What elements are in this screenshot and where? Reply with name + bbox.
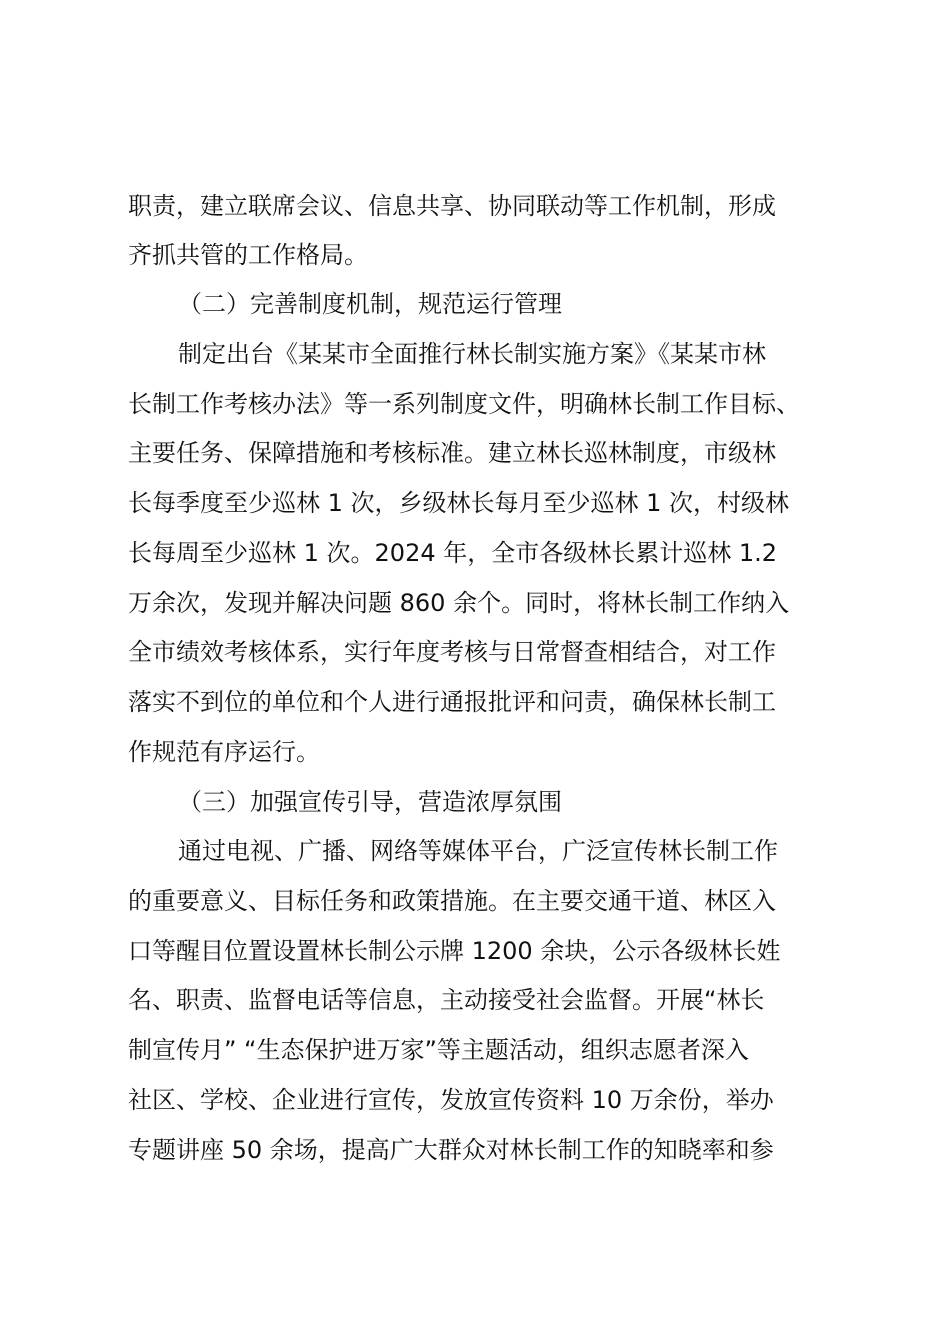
text-line: 齐抓共管的工作格局。	[128, 241, 368, 269]
text-line: 职责，建立联席会议、信息共享、协同联动等工作机制，形成	[128, 192, 776, 220]
text-line: 全市绩效考核体系，实行年度考核与日常督查相结合，对工作	[128, 638, 776, 666]
text-line: 制定出台《某某市全面推行林长制实施方案》《某某市林	[178, 340, 766, 368]
text-line: 通过电视、广播、网络等媒体平台，广泛宣传林长制工作	[178, 837, 778, 865]
text-line: 作规范有序运行。	[128, 738, 320, 766]
text-line: 长每周至少巡林 1 次。2024 年，全市各级林长累计巡林 1.2	[128, 539, 778, 567]
text-line: 社区、学校、企业进行宣传，发放宣传资料 10 万余份，举办	[128, 1086, 774, 1114]
section-heading: （三）加强宣传引导，营造浓厚氛围	[178, 788, 562, 816]
text-line: 落实不到位的单位和个人进行通报批评和问责，确保林长制工	[128, 688, 776, 716]
text-line: 口等醒目位置设置林长制公示牌 1200 余块，公示各级林长姓	[128, 937, 781, 965]
section-heading: （二）完善制度机制，规范运行管理	[178, 290, 562, 318]
text-line: 长每季度至少巡林 1 次，乡级林长每月至少巡林 1 次，村级林	[128, 489, 790, 517]
text-line: 万余次，发现并解决问题 860 余个。同时，将林长制工作纳入	[128, 589, 790, 617]
text-line: 长制工作考核办法》等一系列制度文件，明确林长制工作目标、	[128, 390, 800, 418]
text-line: 专题讲座 50 余场，提高广大群众对林长制工作的知晓率和参	[128, 1136, 774, 1164]
text-line: 的重要意义、目标任务和政策措施。在主要交通干道、林区入	[128, 887, 776, 915]
text-line: 名、职责、监督电话等信息，主动接受社会监督。开展“林长	[128, 986, 765, 1014]
text-line: 主要任务、保障措施和考核标准。建立林长巡林制度，市级林	[128, 439, 776, 467]
text-line: 制宣传月” “生态保护进万家”等主题活动，组织志愿者深入	[128, 1036, 749, 1064]
